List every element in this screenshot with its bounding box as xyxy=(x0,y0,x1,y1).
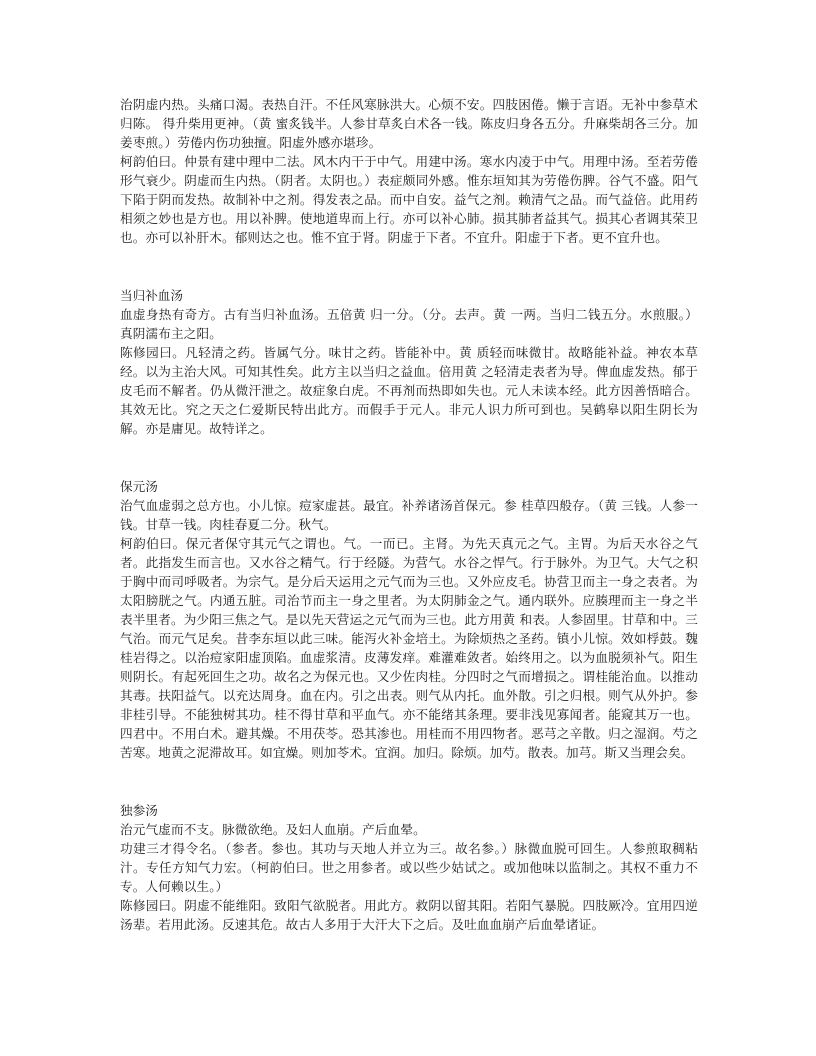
section-danggui-buxue xyxy=(120,286,698,438)
paragraph: 治元气虚而不支。脉微欲绝。及妇人血崩。产后血晕。 xyxy=(120,822,426,837)
paragraph: 治阴虚内热。头痛口渴。表热自汗。不任风寒脉洪大。心烦不安。四肢困倦。懒于言语。无补中参草术归陈。 得升柴用更神。（黄 蜜炙钱半。人参甘草炙白术各一钱。陈皮归身各五分。升麻柴胡各三分。加姜枣煎。）劳倦内伤功独擅。阳虚外感亦堪珍。 xyxy=(120,97,698,150)
paragraph: 功建三才得令名。（参者。参也。其功与天地人并立为三。故名参。）脉微血脱可回生。人参煎取稠粘汁。专任方知气力宏。（柯韵伯曰。世之用参者。或以些少姑试之。或加他味以监制之。其权不重力不专。人何赖以生。） xyxy=(120,841,698,894)
section-buzhong xyxy=(120,95,698,247)
document-page xyxy=(120,95,698,934)
section-dushen xyxy=(120,801,698,934)
paragraph: 陈修园曰。阴虚不能维阳。致阳气欲脱者。用此方。救阴以留其阳。若阳气暴脱。四肢厥冷。宜用四逆汤辈。若用此汤。反速其危。故古人多用于大汗大下之后。及吐血血崩产后血晕诸证。 xyxy=(120,898,698,932)
section-baoyuan xyxy=(120,477,698,762)
paragraph: 治气血虚弱之总方也。小儿惊。痘家虚甚。最宜。补养诸汤首保元。参 桂草四般存。（黄 三钱。人参一钱。甘草一钱。肉桂春夏二分。秋气。 xyxy=(120,498,698,532)
paragraph: 陈修园曰。凡轻清之药。皆属气分。味甘之药。皆能补中。黄 质轻而味微甘。故略能补益。神农本草经。以为主治大风。可知其性矣。此方主以当归之益血。倍用黄 之轻清走表者为导。俾血虚发热。郁于皮毛而不解者。仍从微汗泄之。故症象白虎。不再剂而热即如失也。元人未读本经。此方因善悟暗合。其效无比。究之天之仁爱斯民特出此方。而假手于元人。非元人识力所可到也。吴鹤皋以阳生阴长为解。亦是庸见。故特详之。 xyxy=(120,345,698,436)
section-title: 保元汤 xyxy=(120,479,158,494)
paragraph: 柯韵伯曰。保元者保守其元气之谓也。气。一而已。主肾。为先天真元之气。主胃。为后天水谷之气者。此指发生而言也。又水谷之精气。行于经隧。为营气。水谷之悍气。行于脉外。为卫气。大气之积于胸中而司呼吸者。为宗气。是分后天运用之元气而为三也。又外应皮毛。协营卫而主一身之表者。为太阳膀胱之气。内通五脏。司治节而主一身之里者。为太阴肺金之气。通内联外。应腠理而主一身之半表半里者。为少阳三焦之气。是以先天营运之元气而为三也。此方用黄 和表。人参固里。甘草和中。三气治。而元气足矣。昔李东垣以此三味。能泻火补金培土。为除烦热之圣药。镇小儿惊。效如桴鼓。魏桂岩得之。以治痘家阳虚顶陷。血虚浆清。皮薄发痒。难灌难敛者。始终用之。以为血脱须补气。阳生则阴长。有起死回生之功。故名之为保元也。又少佐肉桂。分四时之气而增损之。谓桂能治血。以推动其毒。扶阳益气。以充达周身。血在内。引之出表。则气从内托。血外散。引之归根。则气从外护。参 非桂引导。不能独树其功。桂不得甘草和平血气。亦不能绪其条理。要非浅见寡闻者。能窥其万一也。四君中。不用白术。避其燥。不用茯苓。恐其渗也。用桂而不用四物者。恶芎之辛散。归之湿润。芍之苦寒。地黄之泥滞故耳。如宜燥。则加苓术。宜润。加归。除烦。加芍。散表。加芎。斯又当理会矣。 xyxy=(120,536,698,760)
paragraph: 血虚身热有奇方。古有当归补血汤。五倍黄 归一分。（分。去声。黄 一两。当归二钱五分。水煎服。）真阴濡布主之阳。 xyxy=(120,307,698,341)
section-title: 当归补血汤 xyxy=(120,288,183,303)
section-title: 独参汤 xyxy=(120,803,158,818)
paragraph: 柯韵伯曰。仲景有建中理中二法。风木内干于中气。用建中汤。寒水内凌于中气。用理中汤。至若劳倦形气衰少。阴虚而生内热。（阴者。太阴也。）表症颇同外感。惟东垣知其为劳倦伤脾。谷气不盛。阳气下陷于阴而发热。故制补中之剂。得发表之品。而中自安。益气之剂。赖清气之品。而气益倍。此用药相须之妙也是方也。用以补脾。使地道卑而上行。亦可以补心肺。损其肺者益其气。损其心者调其荣卫也。亦可以补肝木。郁则达之也。惟不宜于肾。阴虚于下者。不宜升。阳虚于下者。更不宜升也。 xyxy=(120,154,698,245)
